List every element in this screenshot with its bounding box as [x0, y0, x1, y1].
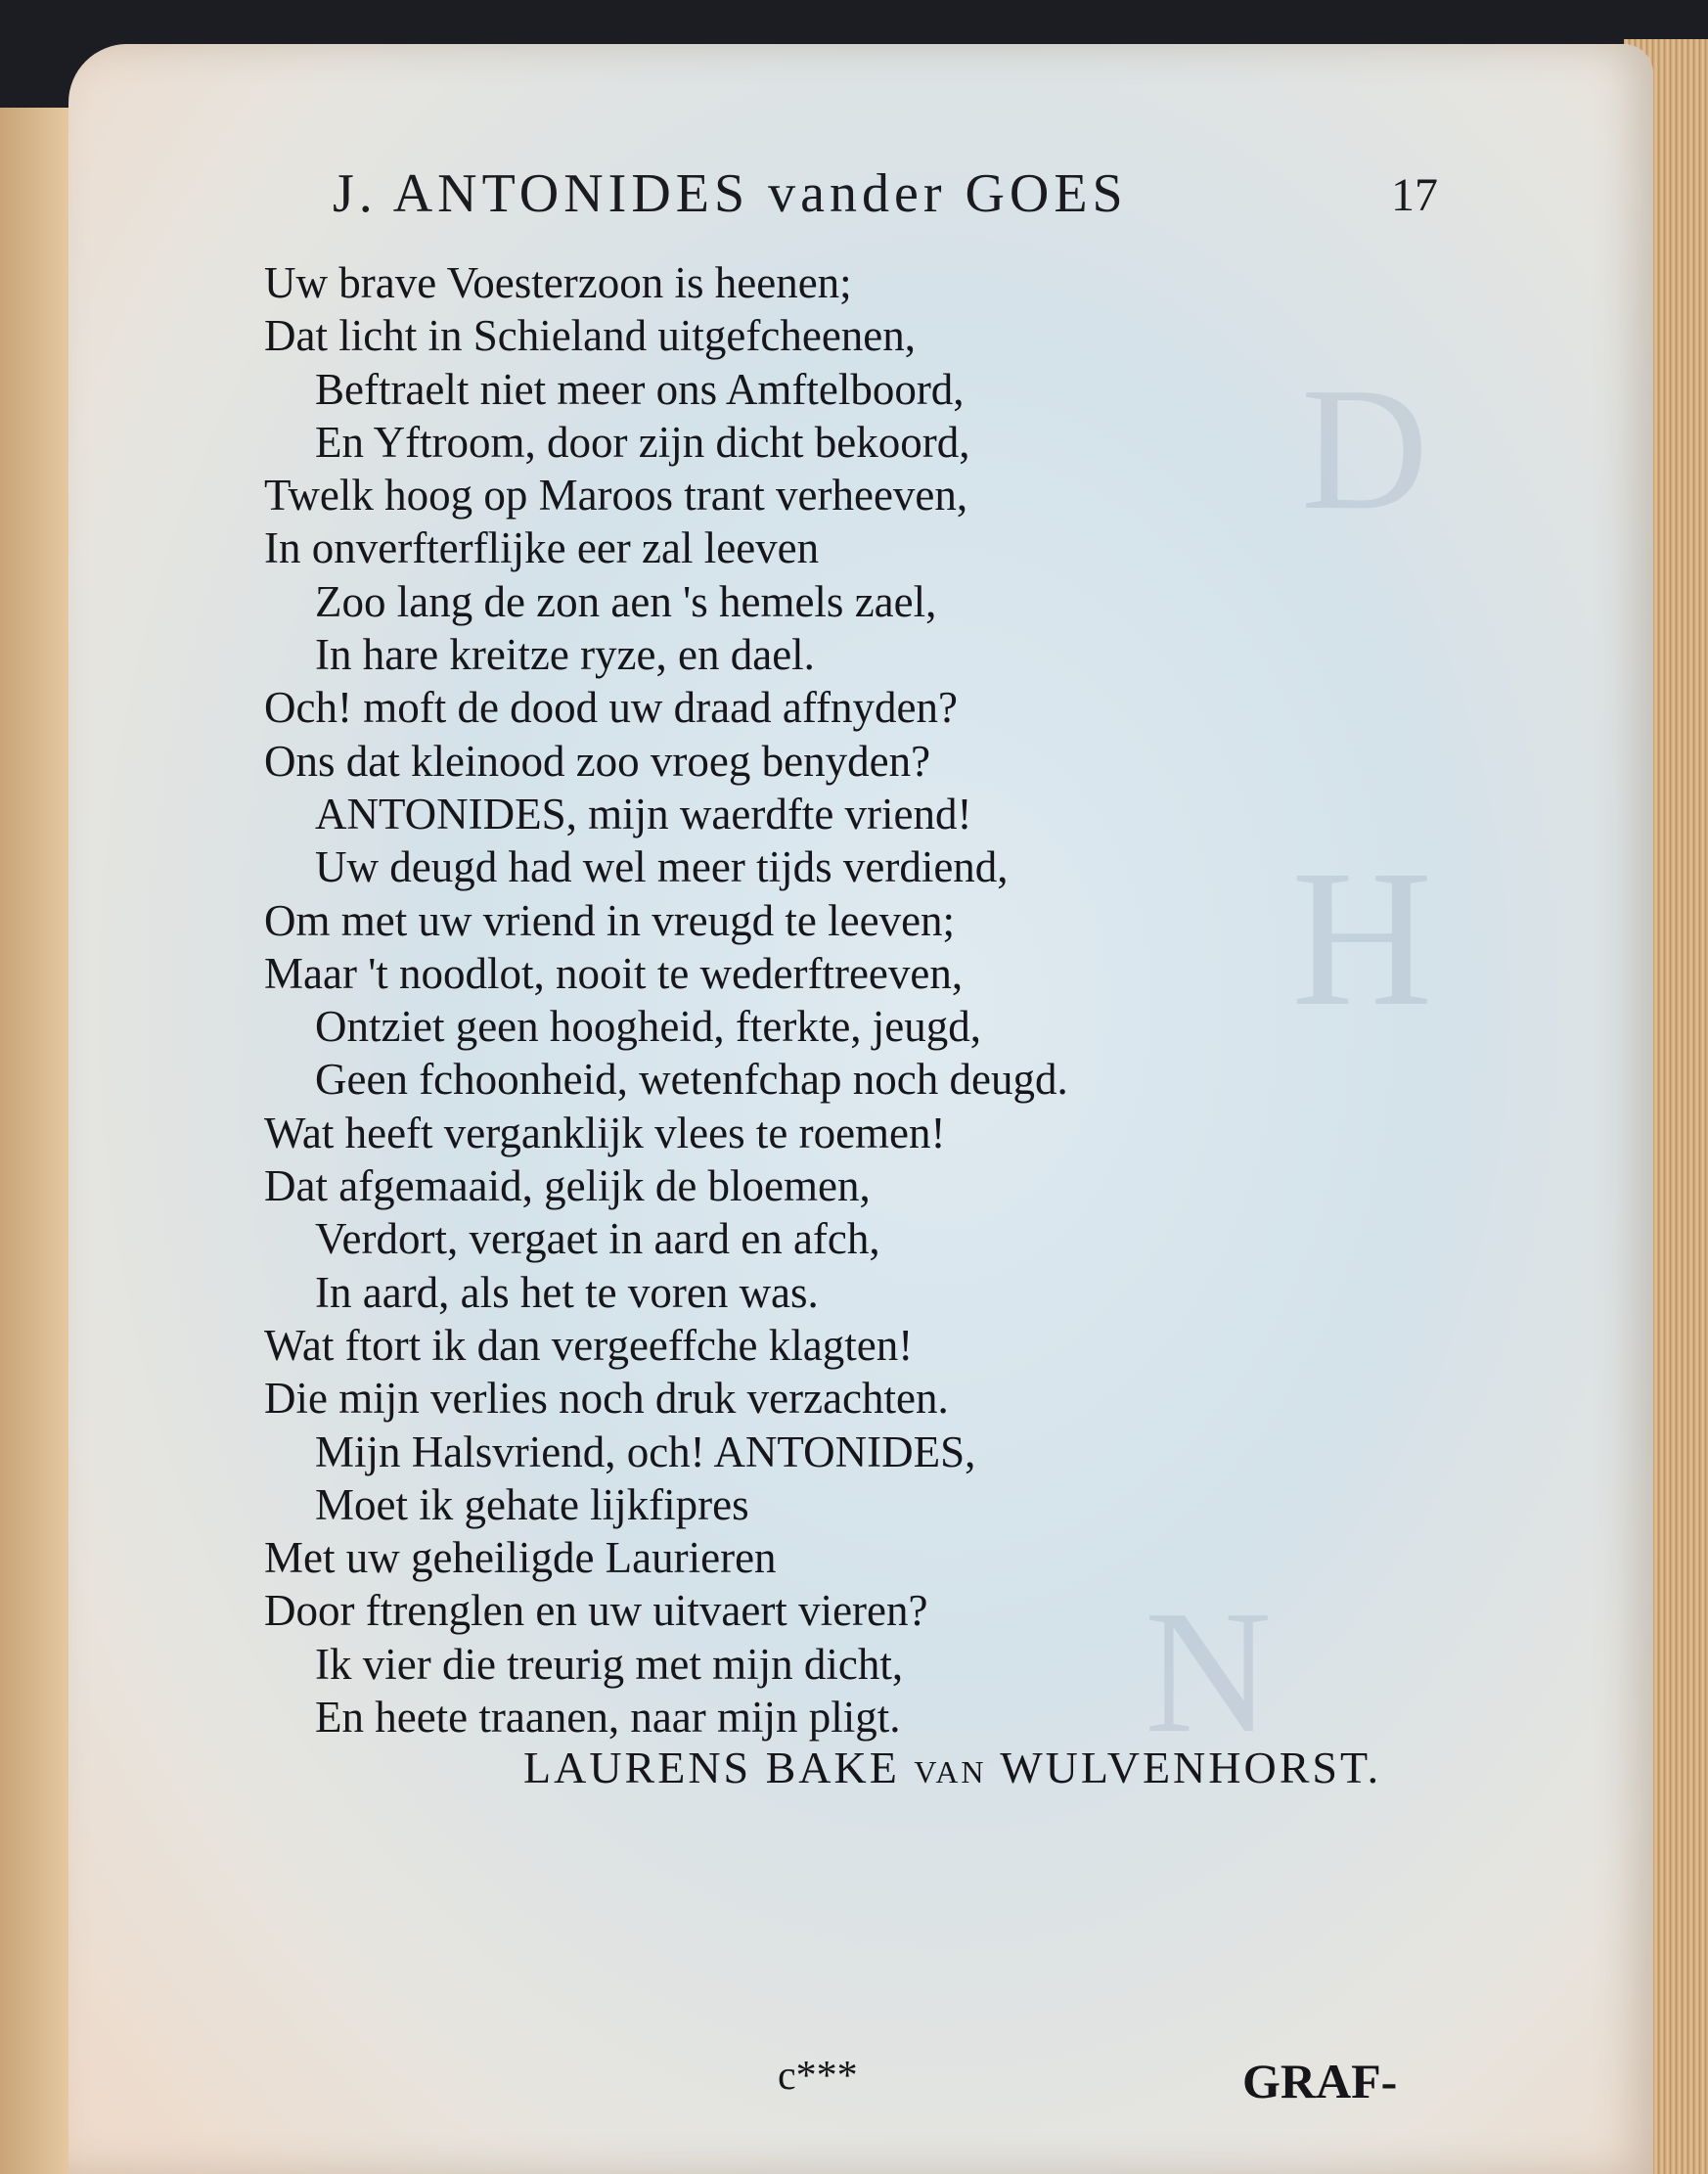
- poem-line: Geen fchoonheid, wetenfchap noch deugd.: [315, 1055, 1068, 1105]
- poem-line: Ons dat kleinood zoo vroeg benyden?: [264, 736, 931, 786]
- poem-line: Die mijn verlies noch druk verzachten.: [264, 1374, 949, 1424]
- poem-line: Ontziet geen hoogheid, fterkte, jeugd,: [315, 1002, 982, 1052]
- poem-line: Met uw geheiligde Laurieren: [264, 1533, 777, 1583]
- poem-line: Och! moft de dood uw draad affnyden?: [264, 683, 958, 733]
- page-number: 17: [1391, 169, 1438, 221]
- poem-line: In aard, als het te voren was.: [315, 1267, 819, 1317]
- signature-mark: c***: [778, 2054, 858, 2099]
- catchword: GRAF-: [1242, 2054, 1398, 2108]
- poem-line: Zoo lang de zon aen 's hemels zael,: [315, 576, 937, 626]
- poem-line: Dat afgemaaid, gelijk de bloemen,: [264, 1161, 871, 1211]
- poem-line: Mijn Halsvriend, och! ANTONIDES,: [315, 1427, 976, 1476]
- show-through-letter-d: D: [1301, 351, 1428, 546]
- poem-line: Om met uw vriend in vreugd te leeven;: [264, 895, 956, 945]
- show-through-letter-h: H: [1291, 831, 1433, 1047]
- poem-line: Uw deugd had wel meer tijds verdiend,: [315, 842, 1009, 892]
- poem-line: En Yftroom, door zijn dicht bekoord,: [315, 417, 970, 467]
- show-through-letter-n: N: [1145, 1574, 1272, 1769]
- poem-line: Maar 't noodlot, nooit te wederftreeven,: [264, 948, 964, 998]
- poem-signature: LAURENS BAKE van WULVENHORST.: [523, 1743, 1382, 1792]
- poem-line: Verdort, vergaet in aard en afch,: [315, 1214, 880, 1264]
- poem-line: In hare kreitze ryze, en dael.: [315, 630, 815, 680]
- page-header: [333, 162, 1438, 241]
- poem-line: Uw brave Voesterzoon is heenen;: [264, 258, 852, 307]
- poem-line: Twelk hoog op Maroos trant verheeven,: [264, 471, 968, 521]
- running-head: J. ANTONIDES vander GOES: [333, 163, 1128, 224]
- poem-line: En heete traanen, naar mijn pligt.: [315, 1693, 901, 1743]
- poem-line: Beftraelt niet meer ons Amftelboord,: [315, 364, 965, 414]
- poem-line: ANTONIDES, mijn waerdfte vriend!: [315, 789, 972, 838]
- poem-line: Ik vier die treurig met mijn dicht,: [315, 1639, 904, 1689]
- poem-line: Door ftrenglen en uw uitvaert vieren?: [264, 1586, 928, 1636]
- poem-line: In onverfterflijke eer zal leeven: [264, 523, 820, 573]
- poem-body: [264, 256, 1242, 1744]
- poem-line: Wat ftort ik dan vergeeffche klagten!: [264, 1320, 914, 1370]
- poem-line: Dat licht in Schieland uitgefcheenen,: [264, 311, 917, 361]
- poem-line: Moet ik gehate lijkfipres: [315, 1479, 749, 1529]
- poem-line: Wat heeft verganklijk vlees te roemen!: [264, 1108, 946, 1157]
